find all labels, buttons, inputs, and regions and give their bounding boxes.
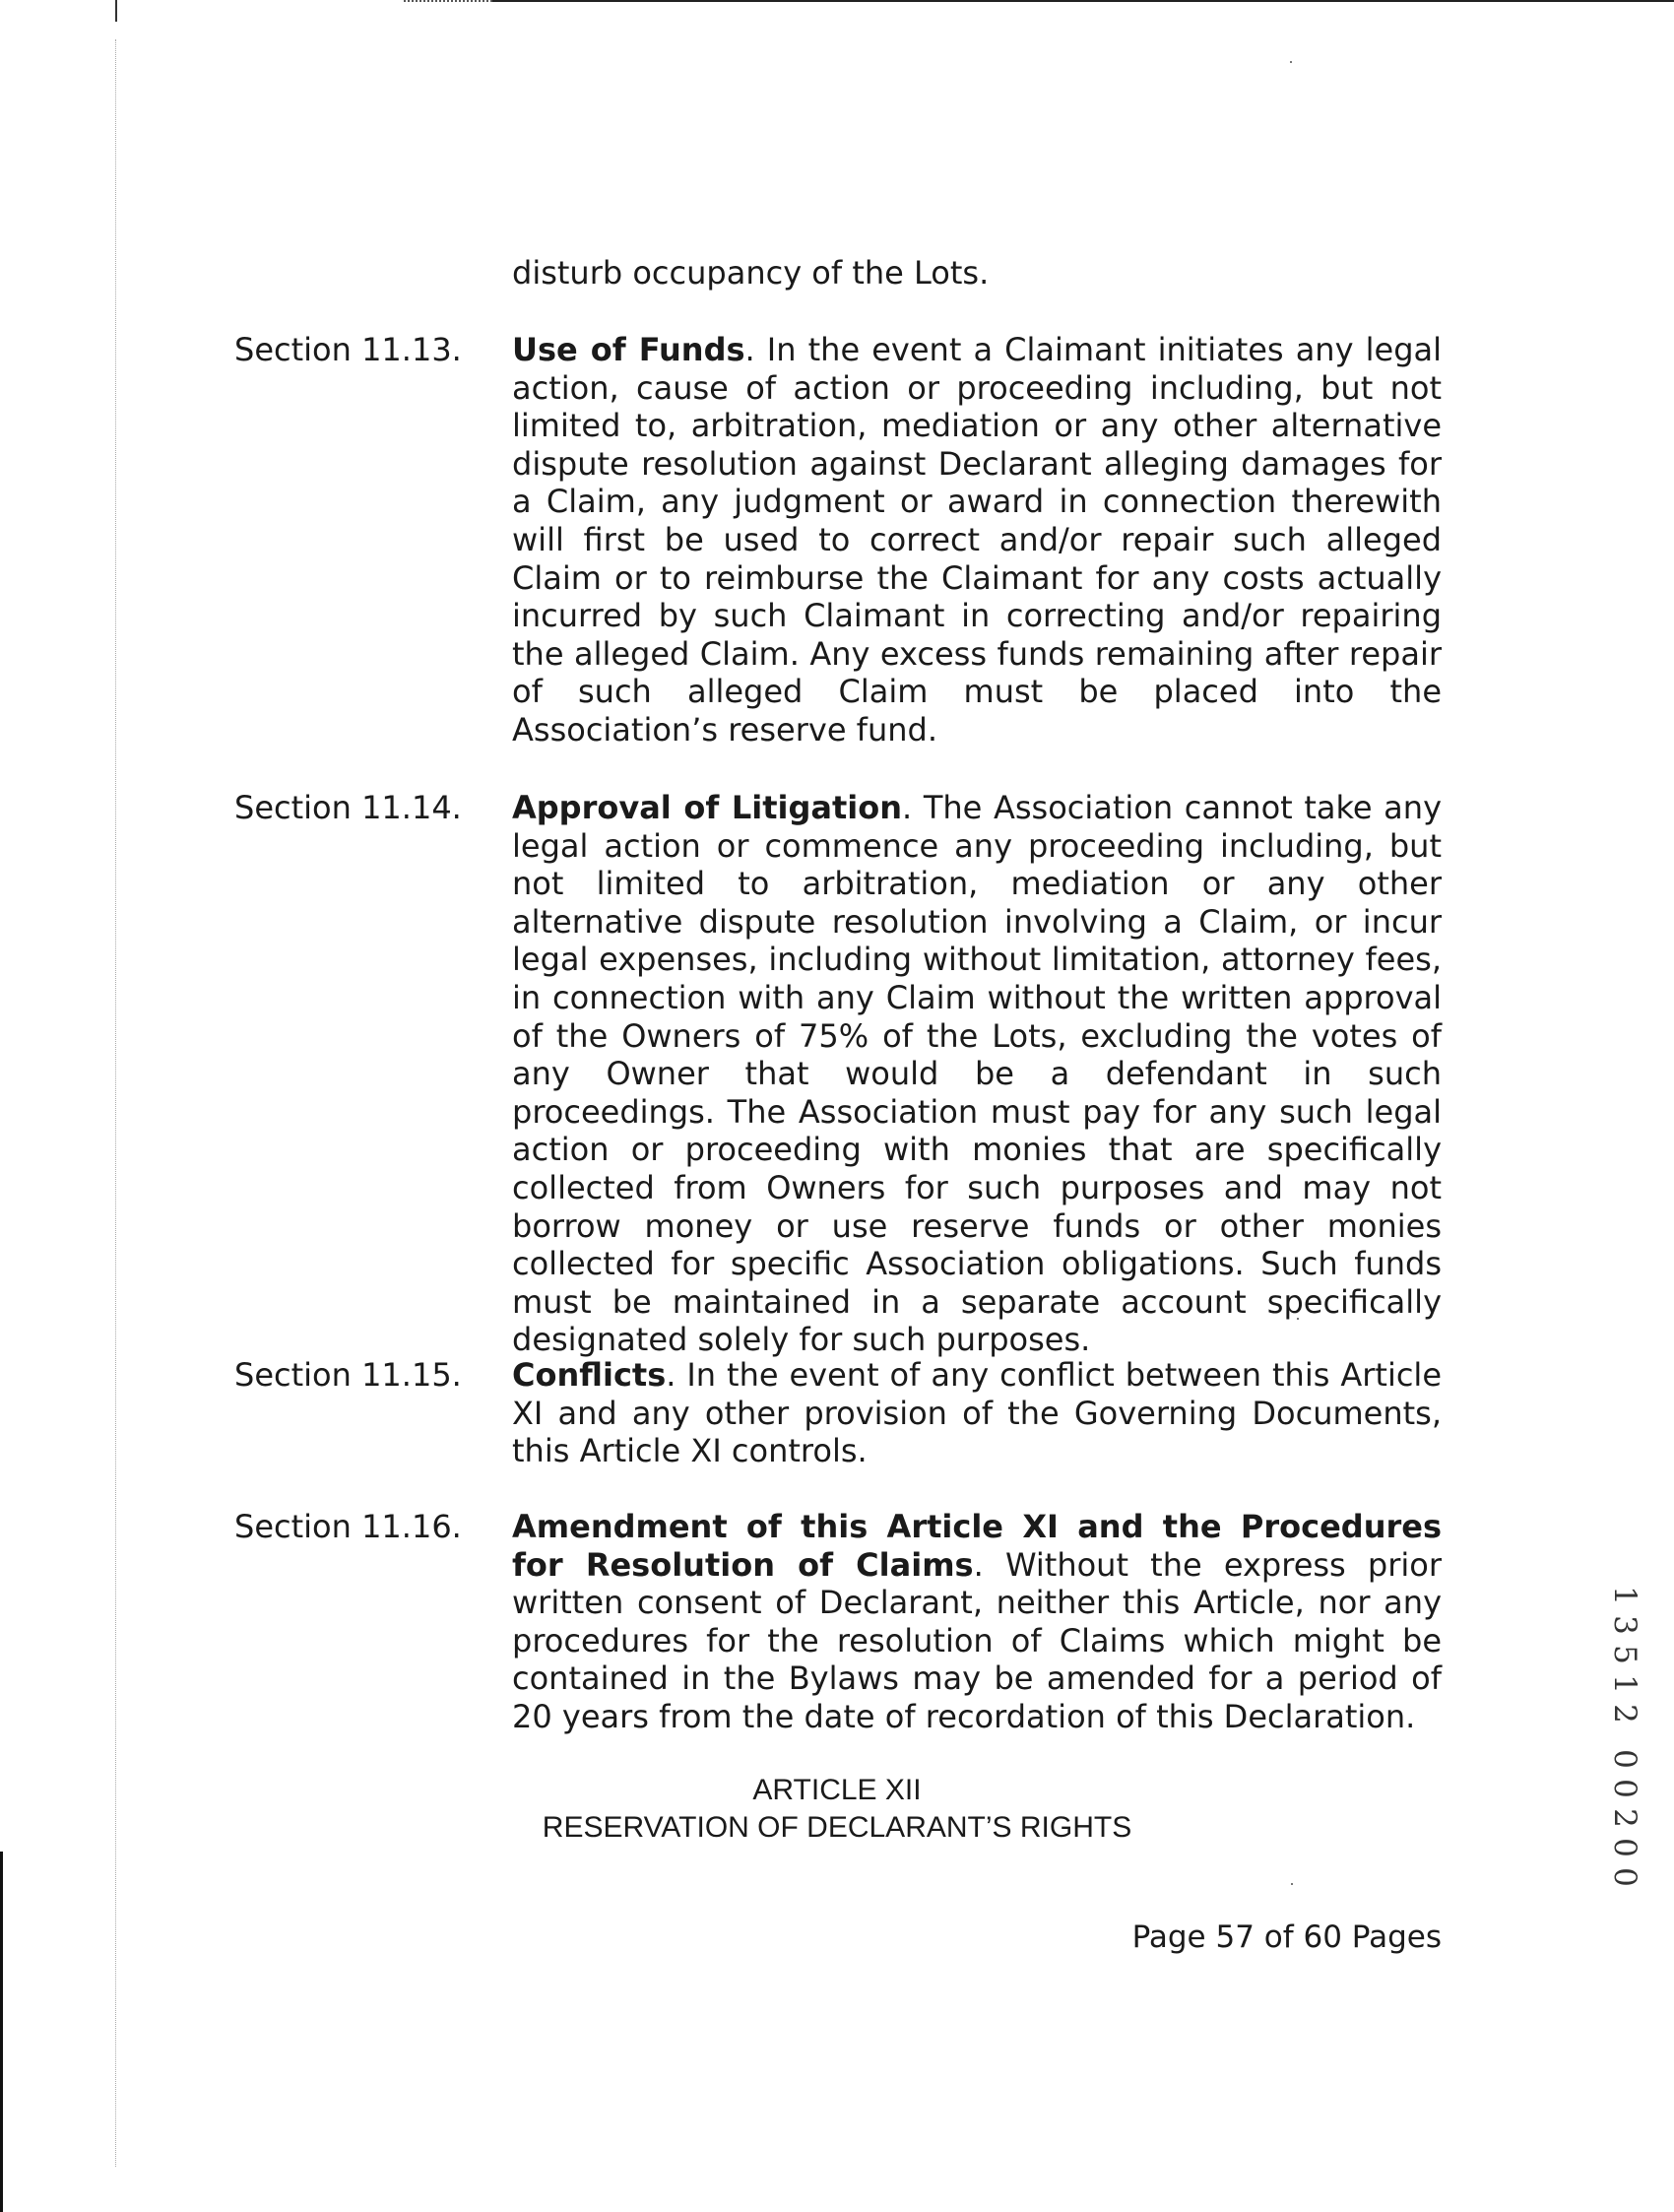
section-number: Section 11.14. <box>234 789 462 826</box>
section-text: . The Association cannot take any legal action or commence any proceeding including, but not limited to arbitration, mediation or any other alternative dispute resolution involving a Claim, or incur legal expenses, including without limitation, attorney fees, in connection with any Claim without the written approval of the Owners of 75% of the Lots, excluding the votes of any Owner that would be a defendant in such proceedings. The Association must pay for any such legal action or proceeding with monies that are specifically collected from Owners for such purposes and may not borrow money or use reserve funds or other monies collected for specific Association obligations. Such funds must be maintained in a separate account specifically designated solely for such purposes. <box>512 789 1443 1359</box>
section-body <box>512 331 1442 749</box>
section-number: Section 11.13. <box>234 331 462 368</box>
stamp-digit: 1 <box>1607 1674 1642 1694</box>
section-number: Section 11.16. <box>234 1508 462 1545</box>
left-margin-tick <box>115 0 117 22</box>
stamp-digit: 5 <box>1607 1645 1642 1664</box>
section-number: Section 11.15. <box>234 1356 462 1394</box>
section-body <box>512 1356 1442 1470</box>
section-heading: Amendment of this Article XI and the Procedures for Resolution of Claims <box>512 1508 1442 1584</box>
section-text: . Without the express prior written consent of Declarant, neither this Article, nor any procedures for the resolution of Claims which might be contained in the Bylaws may be amended for a period of 20 years from the date of recordation of this Declaration. <box>512 1545 1443 1735</box>
stamp-gap <box>1617 1724 1633 1748</box>
stamp-digit: 0 <box>1607 1838 1642 1857</box>
page-number-footer: Page 57 of 60 Pages <box>1131 1919 1442 1955</box>
section-heading: Use of Funds <box>512 331 745 368</box>
stamp-digit: 0 <box>1607 1867 1642 1887</box>
scan-speck <box>1291 1883 1293 1885</box>
section-text: . In the event of any conflict between this Article XI and any other provision of the Governing Documents, this Article XI controls. <box>512 1356 1442 1470</box>
continuation-text: disturb occupancy of the Lots. <box>512 254 990 292</box>
top-rule <box>492 0 1674 2</box>
section-body <box>512 1508 1442 1736</box>
section-body <box>512 789 1442 1359</box>
article-number: ARTICLE XII <box>752 1774 922 1806</box>
section-text: . In the event a Claimant initiates any legal action, cause of action or proceeding including, but not limited to, arbitration, mediation or any other alternative dispute resolution against Declarant alleging damages for a Claim, any judgment or award in connection therewith will first be used to correct and/or repair such alleged Claim or to reimburse the Claimant for any costs actually incurred by such Claimant in correcting and/or repairing the alleged Claim. Any excess funds remaining after repair of such alleged Claim must be placed into the Association’s reserve fund. <box>512 331 1443 748</box>
section-heading: Conflicts <box>512 1356 667 1394</box>
stamp-digit: 0 <box>1607 1779 1642 1798</box>
article-title: RESERVATION OF DECLARANT’S RIGHTS <box>542 1811 1132 1844</box>
top-dotted-rule <box>404 0 492 2</box>
recording-number-stamp <box>1607 1581 1642 1892</box>
stamp-digit: 1 <box>1607 1586 1642 1605</box>
stamp-digit: 0 <box>1607 1749 1642 1769</box>
left-edge-bar <box>0 1852 3 2212</box>
scan-speck <box>1290 61 1292 63</box>
stamp-digit: 2 <box>1607 1704 1642 1724</box>
left-margin-dots <box>115 39 116 2167</box>
section-heading: Approval of Litigation <box>512 789 903 826</box>
stamp-digit: 2 <box>1607 1808 1642 1828</box>
stamp-digit: 3 <box>1607 1615 1642 1635</box>
